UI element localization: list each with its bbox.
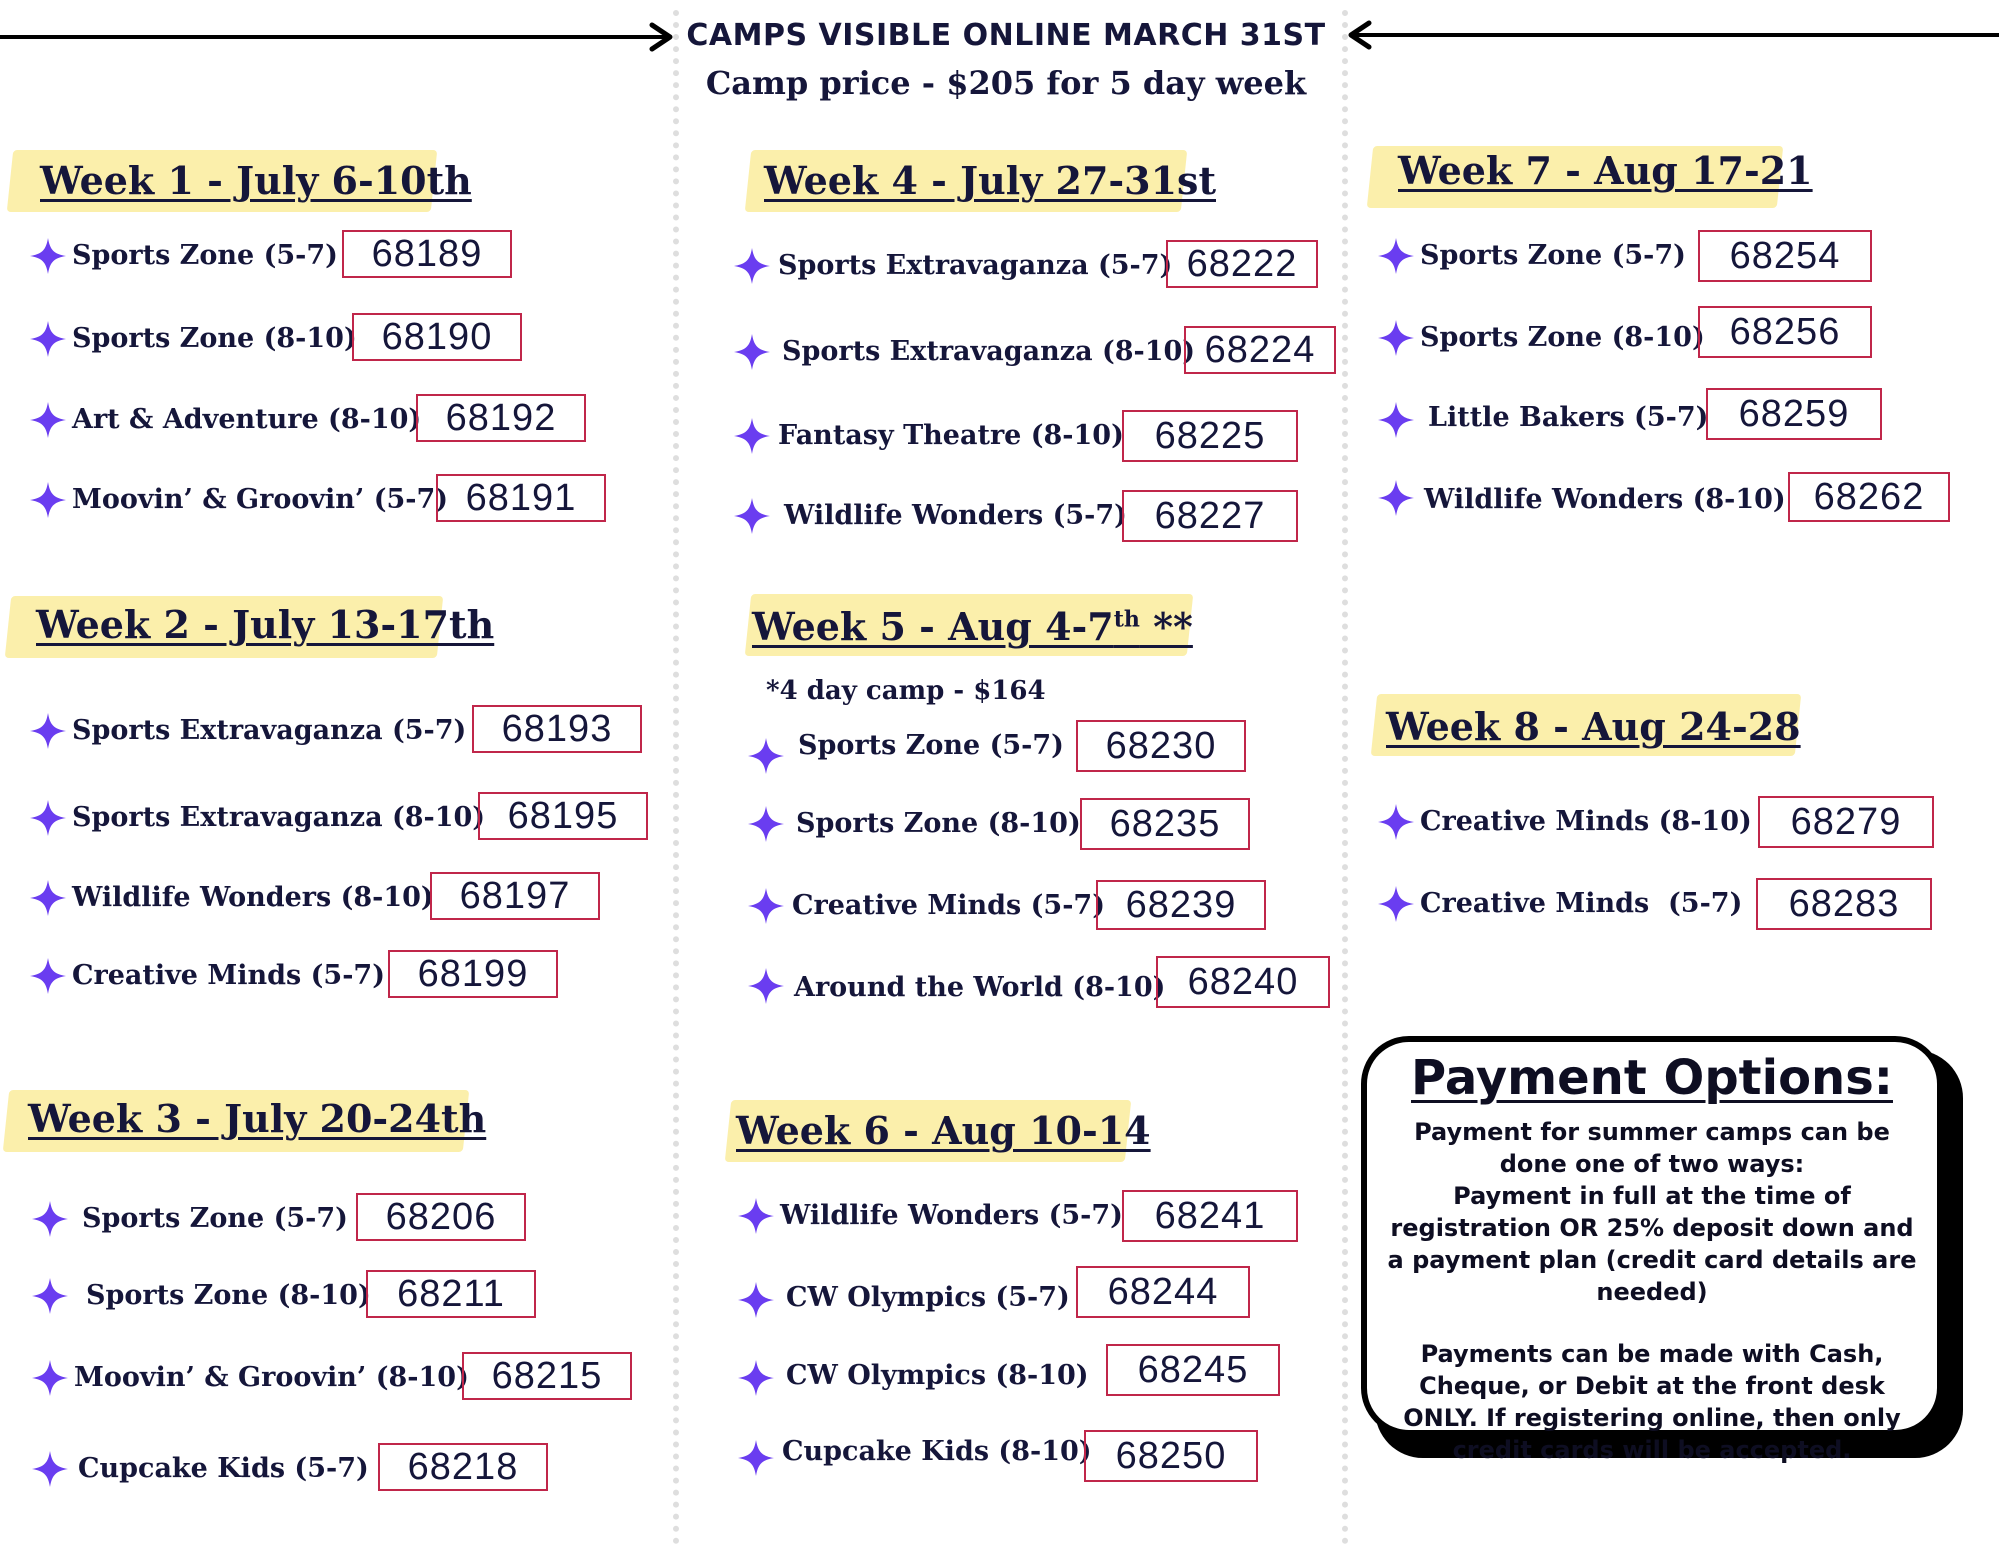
- camp-code: 68206: [356, 1193, 526, 1241]
- sparkle-icon: [736, 1438, 776, 1478]
- camp-name: Sports Extravaganza (5-7): [72, 715, 467, 746]
- camp-name: Sports Zone (5-7): [798, 730, 1064, 761]
- camp-code: 68218: [378, 1443, 548, 1491]
- camp-code: 68224: [1184, 326, 1336, 374]
- camp-name: Sports Extravaganza (8-10): [782, 336, 1196, 367]
- week-title: Week 8 - Aug 24-28: [1386, 704, 1801, 749]
- list-item: [736, 1266, 1356, 1318]
- sparkle-icon: [28, 400, 68, 440]
- camp-name: Sports Zone (8-10): [86, 1280, 371, 1311]
- list-item: [28, 792, 648, 844]
- camp-name: CW Olympics (8-10): [786, 1360, 1089, 1391]
- camp-code: 68283: [1756, 878, 1932, 930]
- arrow-left-icon: [1345, 20, 1999, 50]
- camp-code: 68215: [462, 1352, 632, 1400]
- list-item: [1376, 388, 1996, 440]
- camp-name: Sports Zone (8-10): [796, 808, 1081, 839]
- camp-name: Cupcake Kids (5-7): [78, 1453, 369, 1484]
- camp-name: Moovin’ & Groovin’ (5-7): [72, 484, 449, 515]
- camp-code: 68189: [342, 230, 512, 278]
- camp-name: CW Olympics (5-7): [786, 1282, 1070, 1313]
- camp-code: 68256: [1698, 306, 1872, 358]
- sparkle-icon: [746, 966, 786, 1006]
- week-title: Week 4 - July 27-31st: [764, 158, 1216, 203]
- camp-code: 68191: [436, 474, 606, 522]
- sparkle-icon: [1376, 884, 1416, 924]
- camp-name: Wildlife Wonders (8-10): [72, 882, 434, 913]
- camp-name: Sports Zone (8-10): [1420, 322, 1705, 353]
- list-item: [1376, 230, 1996, 282]
- sparkle-icon: [736, 1196, 776, 1236]
- sparkle-icon: [732, 246, 772, 286]
- payment-options-box: [1361, 1036, 1943, 1464]
- column-divider-left: [673, 10, 679, 1545]
- list-item: [732, 326, 1352, 378]
- payment-location-text: Payments can be made with Cash, Cheque, or Debit at the front desk ONLY. If registering online, then only credit cards will be accepted.: [1403, 1340, 1901, 1464]
- camp-code: 68195: [478, 792, 648, 840]
- week-title: Week 1 - July 6-10th: [40, 158, 472, 203]
- list-item: [746, 798, 1346, 850]
- camp-name: Fantasy Theatre (8-10): [778, 420, 1124, 451]
- sparkle-icon: [1376, 802, 1416, 842]
- arrow-right-icon: [0, 22, 680, 52]
- list-item: [732, 410, 1352, 462]
- camp-code: 68250: [1084, 1430, 1258, 1482]
- camp-name: Creative Minds (5-7): [1420, 888, 1743, 919]
- week-title: Week 3 - July 20-24th: [28, 1096, 487, 1141]
- sparkle-icon: [732, 416, 772, 456]
- camp-name: Cupcake Kids (8-10): [782, 1436, 1092, 1467]
- camp-name: Moovin’ & Groovin’ (8-10): [74, 1362, 469, 1393]
- camp-code: 68259: [1706, 388, 1882, 440]
- camp-code: 68197: [430, 872, 600, 920]
- sparkle-icon: [1376, 478, 1416, 518]
- list-item: [28, 705, 648, 757]
- sparkle-icon: [30, 1358, 70, 1398]
- camp-name: Creative Minds (5-7): [72, 960, 385, 991]
- camp-code: 68240: [1156, 956, 1330, 1008]
- list-item: [28, 872, 648, 924]
- camp-code: 68230: [1076, 720, 1246, 772]
- sparkle-icon: [28, 319, 68, 359]
- sparkle-icon: [736, 1280, 776, 1320]
- week-title: Week 7 - Aug 17-21: [1398, 148, 1813, 193]
- list-item: [28, 230, 528, 282]
- list-item: [736, 1430, 1356, 1482]
- week-title: Week 5 - Aug 4-7th **: [752, 604, 1193, 649]
- week-5-note: *4 day camp - $164: [766, 676, 1046, 706]
- camp-name: Sports Extravaganza (5-7): [778, 250, 1173, 281]
- list-item: [1376, 878, 1996, 930]
- sparkle-icon: [736, 1358, 776, 1398]
- camp-code: 68254: [1698, 230, 1872, 282]
- camp-name: Around the World (8-10): [794, 972, 1166, 1003]
- camp-name: Wildlife Wonders (8-10): [1424, 484, 1786, 515]
- list-item: [736, 1190, 1356, 1242]
- sparkle-icon: [746, 736, 786, 776]
- camp-code: 68193: [472, 705, 642, 753]
- camp-price: Camp price - $205 for 5 day week: [705, 64, 1307, 102]
- camp-code: 68235: [1080, 798, 1250, 850]
- camp-code: 68211: [366, 1270, 536, 1318]
- camp-code: 68241: [1122, 1190, 1298, 1242]
- list-item: [1376, 306, 1996, 358]
- week-title: Week 2 - July 13-17th: [36, 602, 495, 647]
- sparkle-icon: [28, 798, 68, 838]
- camp-code: 68199: [388, 950, 558, 998]
- sparkle-icon: [1376, 400, 1416, 440]
- camp-name: Sports Zone (5-7): [1420, 240, 1686, 271]
- list-item: [28, 394, 628, 446]
- camp-name: Art & Adventure (8-10): [72, 404, 422, 435]
- list-item: [736, 1344, 1356, 1396]
- sparkle-icon: [28, 480, 68, 520]
- sparkle-icon: [732, 496, 772, 536]
- sparkle-icon: [28, 956, 68, 996]
- sparkle-icon: [746, 886, 786, 926]
- camp-code: 68222: [1166, 240, 1318, 288]
- camp-code: 68245: [1106, 1344, 1280, 1396]
- camp-code: 68239: [1096, 880, 1266, 930]
- week-title: Week 6 - Aug 10-14: [736, 1108, 1151, 1153]
- list-item: [732, 490, 1352, 542]
- camp-name: Wildlife Wonders (5-7): [780, 1200, 1123, 1231]
- camp-name: Sports Zone (5-7): [72, 240, 338, 271]
- list-item: [28, 950, 648, 1002]
- page-title: CAMPS VISIBLE ONLINE MARCH 31ST: [686, 18, 1326, 53]
- list-item: [1376, 796, 1996, 848]
- list-item: [30, 1443, 650, 1495]
- camp-code: 68244: [1076, 1266, 1250, 1318]
- list-item: [30, 1270, 650, 1322]
- list-item: [746, 880, 1346, 932]
- camp-code: 68279: [1758, 796, 1934, 848]
- camp-code: 68190: [352, 313, 522, 361]
- sparkle-icon: [1376, 318, 1416, 358]
- list-item: [28, 474, 628, 526]
- list-item: [28, 313, 528, 365]
- camp-code: 68262: [1788, 472, 1950, 522]
- sparkle-icon: [28, 236, 68, 276]
- camp-name: Creative Minds (5-7): [792, 890, 1105, 921]
- list-item: [746, 720, 1346, 772]
- camp-name: Sports Zone (5-7): [82, 1203, 348, 1234]
- camp-name: Creative Minds (8-10): [1420, 806, 1752, 837]
- camp-name: Sports Zone (8-10): [72, 323, 357, 354]
- list-item: [30, 1193, 650, 1245]
- list-item: [1376, 472, 1996, 524]
- sparkle-icon: [1376, 236, 1416, 276]
- sparkle-icon: [746, 804, 786, 844]
- list-item: [746, 956, 1346, 1008]
- camp-code: 68225: [1122, 410, 1298, 462]
- sparkle-icon: [30, 1449, 70, 1489]
- camp-code: 68227: [1122, 490, 1298, 542]
- list-item: [732, 240, 1352, 292]
- camp-name: Wildlife Wonders (5-7): [784, 500, 1127, 531]
- sparkle-icon: [732, 332, 772, 372]
- sparkle-icon: [28, 711, 68, 751]
- sparkle-icon: [30, 1276, 70, 1316]
- camp-name: Little Bakers (5-7): [1428, 402, 1709, 433]
- sparkle-icon: [28, 878, 68, 918]
- camp-name: Sports Extravaganza (8-10): [72, 802, 486, 833]
- sparkle-icon: [30, 1199, 70, 1239]
- payment-title: Payment Options:: [1411, 1050, 1893, 1106]
- camp-code: 68192: [416, 394, 586, 442]
- payment-methods-text: Payment for summer camps can be done one of two ways: Payment in full at the time of registration OR 25% deposit down and a payment plan (credit card details are needed): [1387, 1118, 1917, 1306]
- list-item: [30, 1352, 670, 1404]
